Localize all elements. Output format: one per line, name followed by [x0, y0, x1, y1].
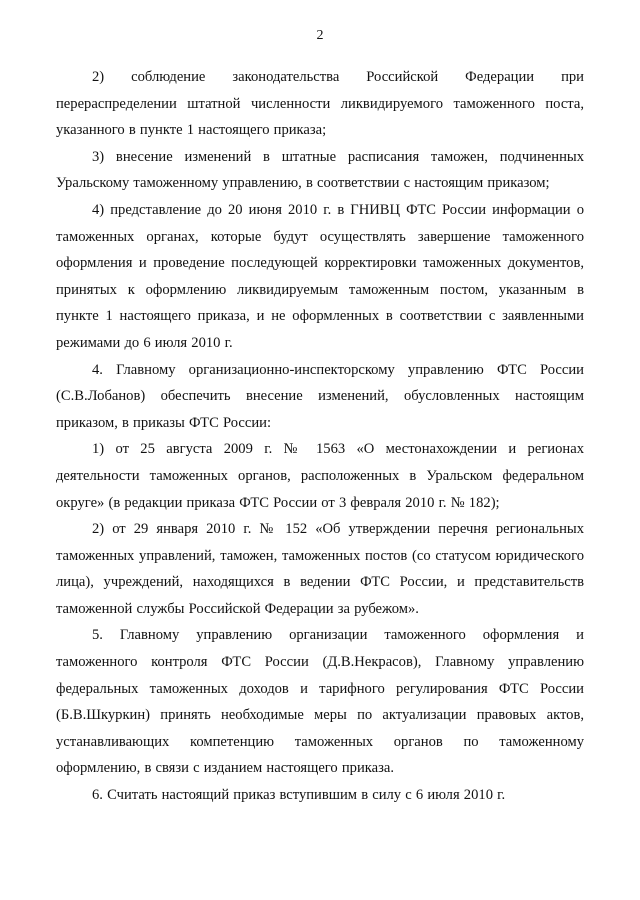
document-body	[56, 64, 584, 809]
page-number: 2	[316, 28, 324, 43]
paragraph-section-5: 5. Главному управлению организации таможенного оформления и таможенного контроля ФТС России (Д.В.Некрасов), Главному управлению федеральных таможенных доходов и тарифного регулирования ФТС России (Б.В.Шкуркин) принять необходимые меры по актуализации правовых актов, устанавливающих компетенцию таможенных органов по таможенному оформлению, в связи с изданием настоящего приказа.	[56, 627, 584, 777]
paragraph-section-4: 4. Главному организационно-инспекторскому управлению ФТС России (С.В.Лобанов) обеспечить внесение изменений, обусловленных настоящим приказом, в приказы ФТС России:	[56, 361, 584, 431]
paragraph-item-3: 3) внесение изменений в штатные расписания таможен, подчиненных Уральскому таможенному управлению, в соответствии с настоящим приказом;	[56, 148, 584, 192]
paragraph-subitem-1: 1) от 25 августа 2009 г. № 1563 «О местонахождении и регионах деятельности таможенных органов, расположенных в Уральском федеральном округе» (в редакции приказа ФТС России от 3 февраля 2010 г. № 182);	[56, 441, 584, 511]
paragraph-item-2: 2) соблюдение законодательства Российской Федерации при перераспределении штатной численности ликвидируемого таможенного поста, указанного в пункте 1 настоящего приказа;	[56, 69, 584, 139]
paragraph-item-4: 4) представление до 20 июня 2010 г. в ГНИВЦ ФТС России информации о таможенных органах, которые будут осуществлять завершение таможенного оформления и проведение последующей корректировки таможенных документов, принятых к оформлению ликвидируемым таможенным постом, указанным в пункте 1 настоящего приказа, и не оформленных в соответствии с заявленными режимами до 6 июля 2010 г.	[56, 201, 584, 351]
paragraph-subitem-2: 2) от 29 января 2010 г. № 152 «Об утверждении перечня региональных таможенных управлений, таможен, таможенных постов (со статусом юридического лица), учреждений, находящихся в ведении ФТС России, и представительств таможенной службы Российской Федерации за рубежом».	[56, 521, 584, 617]
paragraph-section-6: 6. Считать настоящий приказ вступившим в силу с 6 июля 2010 г.	[92, 787, 506, 804]
